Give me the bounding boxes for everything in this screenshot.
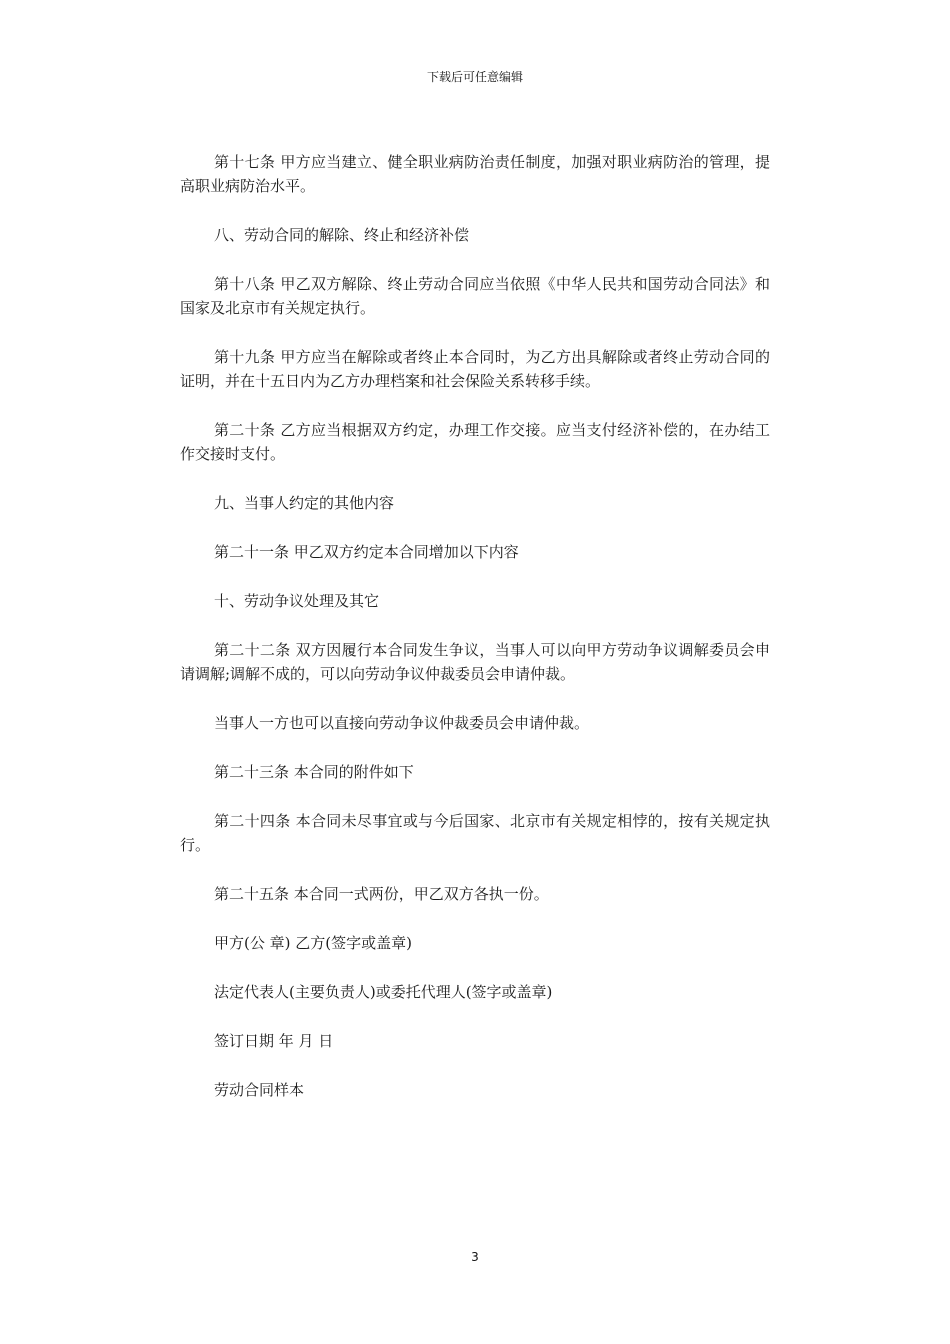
section-heading-10: 十、劳动争议处理及其它 (214, 592, 380, 610)
section-heading-9: 九、当事人约定的其他内容 (214, 494, 395, 512)
signature-parties: 甲方(公 章) 乙方(签字或盖章) (214, 934, 412, 952)
page-number: 3 (471, 1250, 479, 1264)
article-18: 第十八条 甲乙双方解除、终止劳动合同应当依照《中华人民共和国劳动合同法》和国家及北京市有关规定执行。 (180, 275, 770, 317)
document-body (180, 150, 770, 1127)
article-24: 第二十四条 本合同未尽事宜或与今后国家、北京市有关规定相悖的，按有关规定执行。 (180, 812, 770, 854)
page-header: 下载后可任意编辑 (426, 70, 523, 84)
section-heading-8: 八、劳动合同的解除、终止和经济补偿 (214, 226, 470, 244)
article-17: 第十七条 甲方应当建立、健全职业病防治责任制度，加强对职业病防治的管理，提高职业病防治水平。 (180, 153, 770, 195)
article-19: 第十九条 甲方应当在解除或者终止本合同时，为乙方出具解除或者终止劳动合同的证明，并在十五日内为乙方办理档案和社会保险关系转移手续。 (180, 348, 770, 390)
article-21: 第二十一条 甲乙双方约定本合同增加以下内容 (214, 543, 519, 561)
signing-date: 签订日期 年 月 日 (214, 1032, 334, 1050)
article-25: 第二十五条 本合同一式两份，甲乙双方各执一份。 (214, 885, 549, 903)
article-22-continued: 当事人一方也可以直接向劳动争议仲裁委员会申请仲裁。 (214, 714, 590, 732)
article-20: 第二十条 乙方应当根据双方约定，办理工作交接。应当支付经济补偿的，在办结工作交接时支付。 (180, 421, 770, 463)
signature-representative: 法定代表人(主要负责人)或委托代理人(签字或盖章) (214, 983, 553, 1001)
article-23: 第二十三条 本合同的附件如下 (214, 763, 414, 781)
article-22: 第二十二条 双方因履行本合同发生争议，当事人可以向甲方劳动争议调解委员会申请调解;调解不成的，可以向劳动争议仲裁委员会申请仲裁。 (180, 641, 770, 683)
document-title-footer: 劳动合同样本 (214, 1081, 305, 1099)
